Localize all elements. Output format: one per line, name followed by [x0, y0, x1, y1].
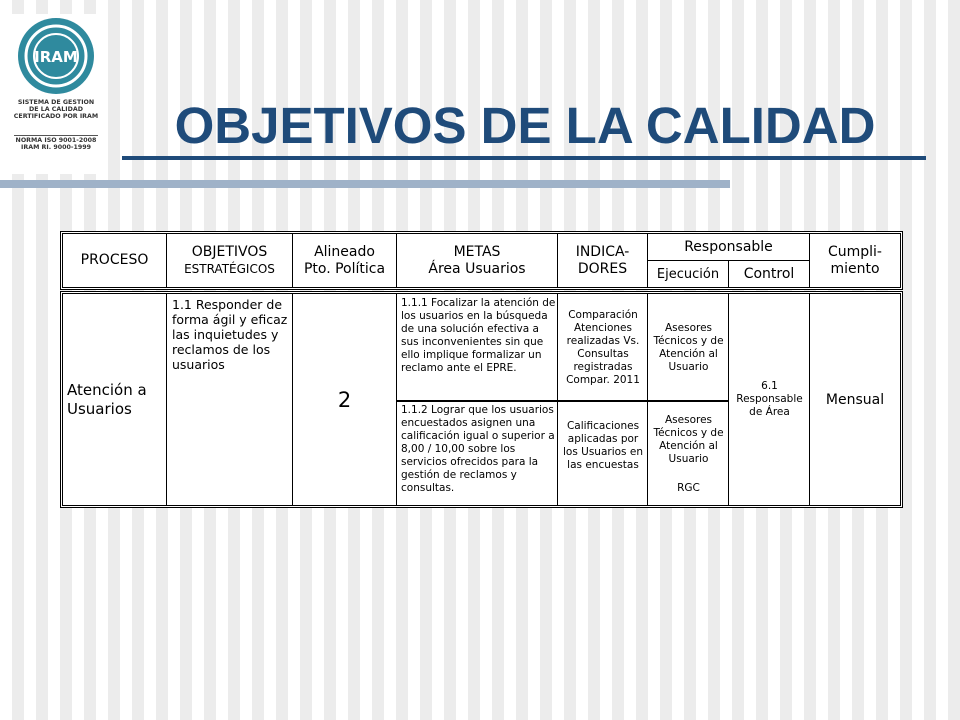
header-proceso: PROCESO — [80, 252, 149, 268]
header-indicadores: INDICA- DORES — [575, 243, 630, 277]
cell-proceso: Atención a Usuarios — [67, 380, 147, 418]
cell-ejecucion-2: Asesores Técnicos y de Atención al Usuario RGC — [653, 413, 724, 494]
header-ejecucion: Ejecución — [656, 266, 720, 282]
iram-seal-icon — [16, 16, 96, 96]
header-responsable: Responsable — [684, 238, 773, 255]
cell-indicador-2: Calificaciones aplicadas por los Usuarios en las encuestas — [563, 420, 643, 471]
cell-meta-1: 1.1.1 Focalizar la atención de los usuarios en la búsqueda de una solución efectiva a sus inconvenientes sin que ello implique formalizar un reclamo ante el EPRE. — [401, 297, 556, 374]
title-underline — [122, 156, 926, 160]
page-title: OBJETIVOS DE LA CALIDAD — [174, 97, 876, 154]
cell-indicador-1: Comparación Atenciones realizadas Vs. Consultas registradas Compar. 2011 — [566, 309, 640, 386]
cell-objetivo: 1.1 Responder de forma ágil y eficaz las inquietudes y reclamos de los usuarios — [172, 297, 288, 372]
header-objetivos: OBJETIVOS ESTRATÉGICOS — [184, 243, 275, 276]
logo-norms: NORMA ISO 9001-2008 IRAM RI. 9000-1999 — [15, 137, 97, 151]
header-control: Control — [743, 265, 795, 282]
decorative-bar-right — [420, 180, 730, 188]
cell-control: 6.1 Responsable de Área — [736, 380, 803, 418]
header-metas: METAS Área Usuarios — [428, 243, 526, 277]
cell-meta-2: 1.1.2 Lograr que los usuarios encuestados asignen una calificación igual o superior a 8,00 / 10,00 sobre los servicios ofrecidos para la gestión de reclamos y consultas. — [401, 404, 555, 494]
logo-divider — [14, 135, 98, 136]
decorative-bar — [0, 180, 420, 188]
table-header — [60, 231, 903, 290]
table-body — [60, 291, 903, 508]
cell-cumplimiento: Mensual — [825, 391, 885, 408]
header-cumplimiento: Cumpli- miento — [827, 243, 882, 277]
svg-text:IRAM: IRAM — [34, 48, 78, 66]
header-alineado: Alineado Pto. Política — [303, 243, 386, 277]
logo-caption: SISTEMA DE GESTION DE LA CALIDAD CERTIFICADO POR IRAM — [13, 99, 99, 120]
cell-alineado: 2 — [337, 387, 352, 412]
cell-ejecucion-1: Asesores Técnicos y de Atención al Usuario — [653, 322, 724, 373]
iram-logo — [8, 14, 104, 174]
